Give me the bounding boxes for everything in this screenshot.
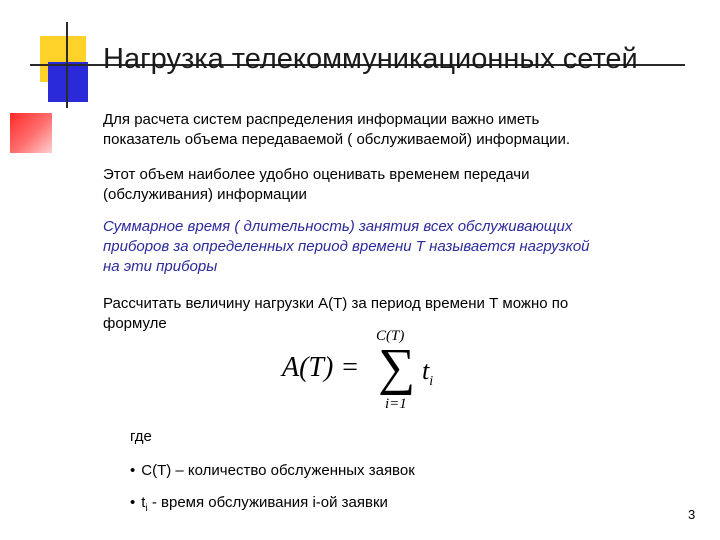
bullet-text: - время обслуживания i-ой заявки	[147, 494, 388, 511]
load-formula	[282, 330, 452, 420]
bullet-icon: •	[130, 462, 136, 479]
paragraph-line: формуле	[103, 315, 167, 332]
definition-line: приборов за определенных период времени Т называется нагрузкой	[103, 238, 590, 255]
bullet-t: t	[141, 494, 146, 511]
definition-line: на эти приборы	[103, 258, 218, 275]
paragraph-line: Для расчета систем распределения информации важно иметь	[103, 111, 540, 128]
formula-lower-limit: i=1	[385, 396, 407, 412]
definition-line: Суммарное время ( длительность) занятия всех обслуживающих	[103, 218, 573, 235]
formula-upper-limit: C(T)	[376, 328, 405, 344]
paragraph-importance	[103, 110, 703, 150]
bullet-subscript: i	[145, 503, 148, 514]
formula-term-t: t	[422, 356, 430, 385]
paragraph-line: Этот объем наиболее удобно оценивать временем передачи	[103, 166, 530, 183]
bullet-item-count	[130, 462, 415, 479]
where-label: где	[130, 428, 152, 445]
paragraph-volume	[103, 165, 703, 205]
definition-text	[103, 217, 703, 277]
slide-title: Нагрузка телекоммуникационных сетей	[103, 43, 638, 75]
page-number: 3	[688, 507, 696, 522]
sigma-symbol: ∑	[378, 339, 416, 396]
paragraph-line: показатель объема передаваемой ( обслуживаемой) информации.	[103, 131, 571, 148]
decor-blue-square	[48, 62, 88, 102]
bullet-item-service-time	[130, 494, 388, 514]
formula-term-subscript: i	[429, 374, 434, 389]
formula-lhs: A(T) =	[282, 352, 360, 383]
paragraph-line: (обслуживания) информации	[103, 186, 307, 203]
decor-red-square	[10, 113, 52, 153]
bullet-text: С(Т) – количество обслуженных заявок	[141, 462, 415, 479]
paragraph-line: Рассчитать величину нагрузки А(Т) за период времени Т можно по	[103, 295, 569, 312]
formula-term	[422, 356, 433, 390]
bullet-icon: •	[130, 494, 136, 511]
